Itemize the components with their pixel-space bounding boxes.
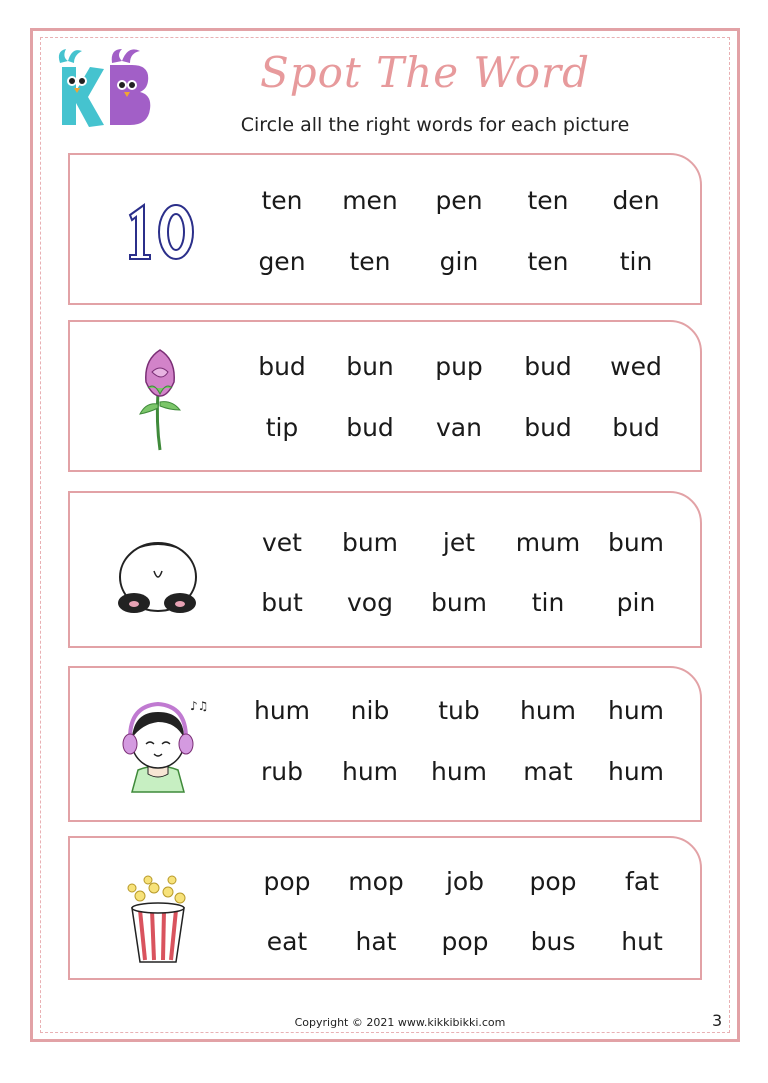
word-option[interactable]: bud — [258, 352, 306, 381]
word-option[interactable]: job — [445, 867, 485, 896]
word-option[interactable]: wed — [610, 352, 662, 381]
word-option[interactable]: rub — [261, 757, 303, 786]
word-option[interactable]: bum — [607, 528, 665, 557]
word-option[interactable]: tip — [265, 413, 299, 442]
word-option[interactable]: pup — [435, 352, 483, 381]
kb-logo — [52, 45, 162, 135]
word-option[interactable]: hum — [519, 696, 577, 725]
word-option[interactable]: mop — [348, 867, 404, 896]
word-option[interactable]: bum — [341, 528, 399, 557]
word-option[interactable]: bum — [430, 588, 488, 617]
word-option[interactable]: bud — [612, 413, 660, 442]
word-option[interactable]: but — [261, 588, 303, 617]
page-number: 3 — [712, 1011, 723, 1030]
popcorn-picture — [110, 858, 210, 968]
word-card-3 — [68, 491, 702, 648]
word-option[interactable]: hum — [430, 757, 488, 786]
word-card-5 — [68, 836, 702, 980]
word-option[interactable]: tin — [531, 588, 565, 617]
word-option[interactable]: den — [612, 186, 660, 215]
word-option[interactable]: gin — [439, 247, 479, 276]
word-option[interactable]: pop — [529, 867, 577, 896]
word-option[interactable]: hum — [253, 696, 311, 725]
copyright-footer: Copyright © 2021 www.kikkibikki.com — [294, 1016, 506, 1029]
panda-bum-picture — [110, 513, 210, 623]
word-option[interactable]: tub — [438, 696, 480, 725]
word-option[interactable]: fat — [625, 867, 659, 896]
rose-bud-picture — [110, 342, 210, 452]
word-option[interactable]: hum — [607, 696, 665, 725]
word-option[interactable]: vog — [347, 588, 393, 617]
word-option[interactable]: hum — [607, 757, 665, 786]
worksheet-title: Spot The Word — [259, 48, 590, 97]
word-option[interactable]: men — [342, 186, 398, 215]
number-ten-picture — [110, 175, 210, 285]
girl-humming-picture — [110, 688, 210, 798]
word-option[interactable]: pop — [441, 927, 489, 956]
word-option[interactable]: vet — [262, 528, 302, 557]
word-option[interactable]: ten — [261, 186, 303, 215]
word-option[interactable]: eat — [266, 927, 308, 956]
word-option[interactable]: bud — [346, 413, 394, 442]
word-card-1 — [68, 153, 702, 305]
word-option[interactable]: gen — [258, 247, 306, 276]
word-option[interactable]: ten — [527, 247, 569, 276]
word-option[interactable]: ten — [527, 186, 569, 215]
worksheet-instructions: Circle all the right words for each picture — [240, 114, 630, 136]
word-option[interactable]: tin — [619, 247, 653, 276]
word-option[interactable]: ten — [349, 247, 391, 276]
word-option[interactable]: jet — [442, 528, 476, 557]
word-option[interactable]: bus — [530, 927, 576, 956]
word-card-4 — [68, 666, 702, 822]
word-card-2 — [68, 320, 702, 472]
word-option[interactable]: pop — [263, 867, 311, 896]
word-option[interactable]: pen — [435, 186, 483, 215]
word-option[interactable]: mat — [523, 757, 573, 786]
svg-text:♪♫: ♪♫ — [190, 699, 209, 713]
word-option[interactable]: van — [436, 413, 482, 442]
word-option[interactable]: bun — [346, 352, 394, 381]
word-option[interactable]: hat — [355, 927, 397, 956]
word-option[interactable]: bud — [524, 413, 572, 442]
word-option[interactable]: pin — [616, 588, 656, 617]
word-option[interactable]: mum — [515, 528, 581, 557]
word-option[interactable]: hum — [341, 757, 399, 786]
word-option[interactable]: bud — [524, 352, 572, 381]
word-option[interactable]: nib — [350, 696, 390, 725]
word-option[interactable]: hut — [621, 927, 663, 956]
